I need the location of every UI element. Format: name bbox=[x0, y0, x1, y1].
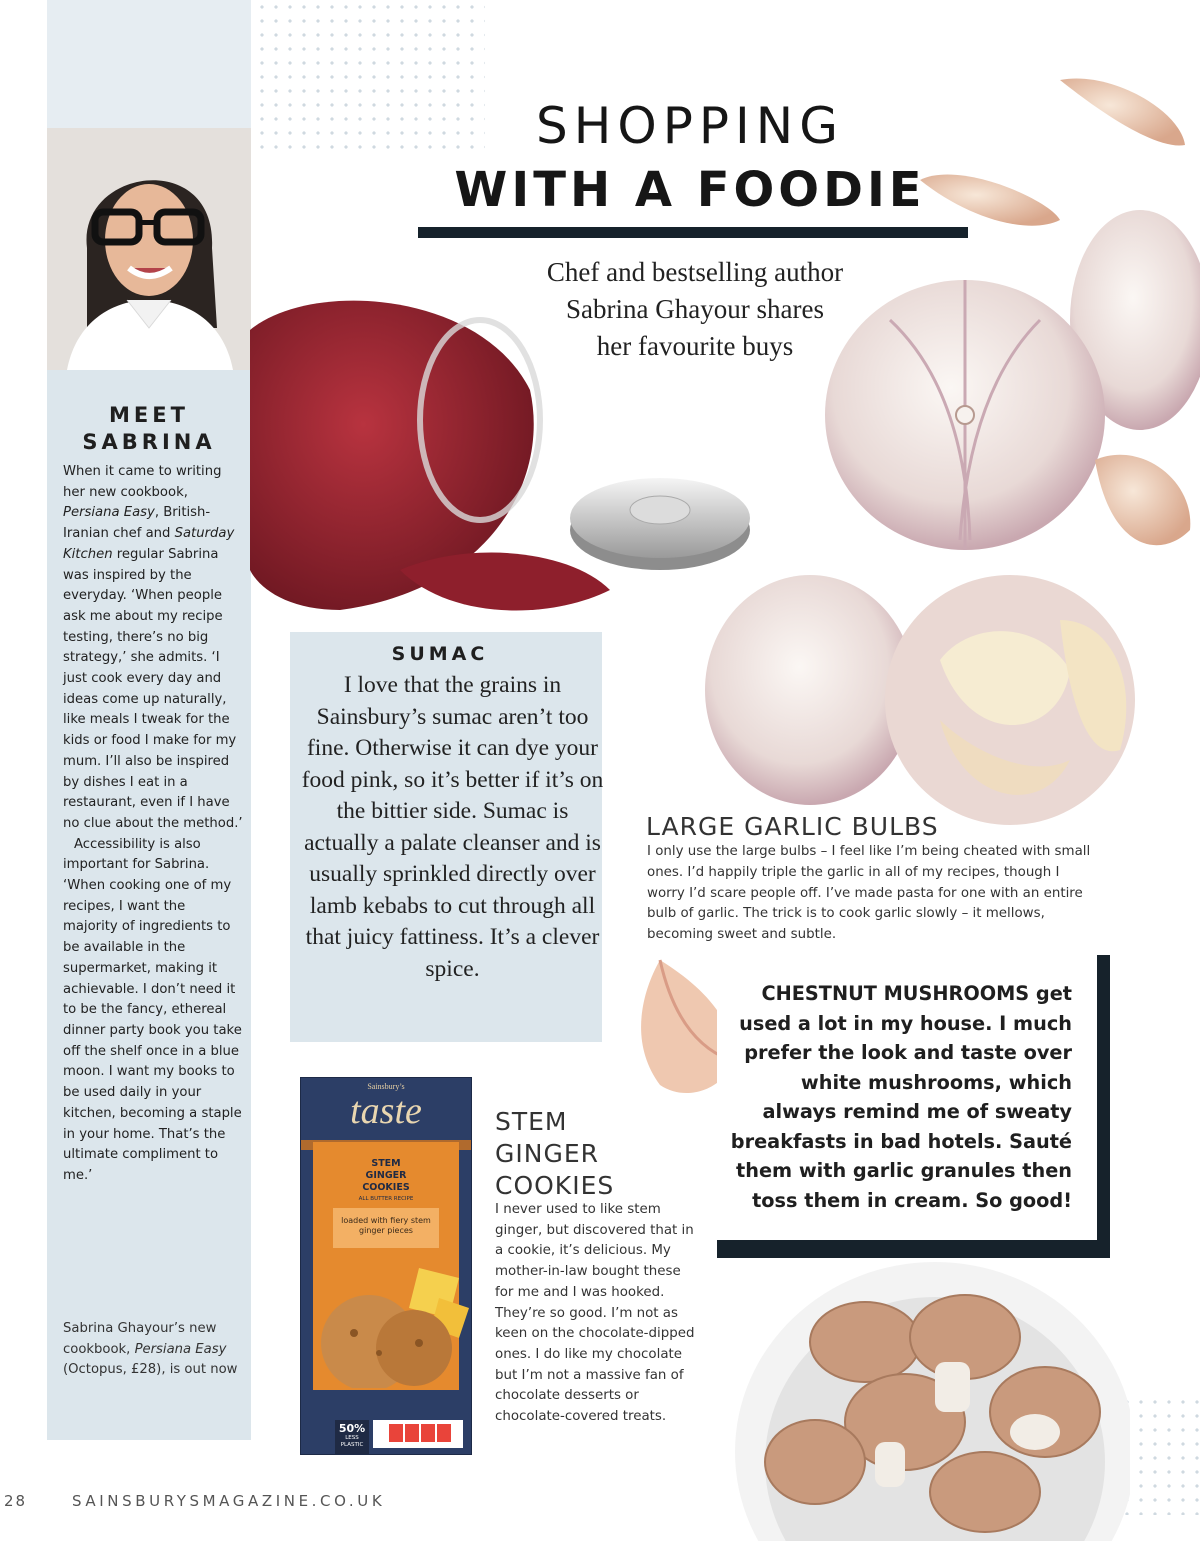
subtitle-line-3: her favourite buys bbox=[596, 331, 794, 361]
subtitle-line-1: Chef and bestselling author bbox=[546, 257, 844, 287]
sumac-jar-illustration bbox=[250, 290, 770, 630]
pack-title-line-3: COOKIES bbox=[362, 1182, 410, 1193]
badge-caption: LESS PLASTIC bbox=[340, 1435, 364, 1448]
jar-lid bbox=[570, 478, 750, 570]
pack-subtitle: ALL BUTTER RECIPE bbox=[358, 1196, 414, 1202]
mushroom-bowl-illustration bbox=[735, 1262, 1130, 1541]
page-title-line-2: WITH A FOODIE bbox=[454, 162, 926, 218]
pack-brand: Sainsbury’s bbox=[367, 1082, 405, 1091]
cookies-heading-line-3: COOKIES bbox=[495, 1171, 615, 1200]
sidebar-bio bbox=[63, 462, 243, 1187]
site-url[interactable]: SAINSBURYSMAGAZINE.CO.UK bbox=[72, 1492, 386, 1510]
garlic-text: I only use the large bulbs – I feel like I’m being cheated with small ones. I’d happily triple the garlic in all of my recipes, though I worry I’d scare people off. I’ve made pasta for one with an entire bulb of garlic. The trick is to cook garlic slowly – it mellows, becoming sweet and subtle. bbox=[647, 844, 1091, 943]
pack-label: loaded with fiery stem ginger pieces bbox=[333, 1208, 439, 1248]
garlic-clove-top bbox=[1060, 78, 1185, 145]
caption-text: Sabrina Ghayour’s new cookbook, bbox=[63, 1321, 217, 1357]
cookies-text: I never used to like stem ginger, but discovered that in a cookie, it’s delicious. My mother-in-law bought these for me and I was hooked. They’re so good. I’m not as keen on the chocolate-dipped ones. I do like my chocolate but I’m not a massive fan of chocolate desserts or chocolate-covered treats. bbox=[495, 1202, 695, 1425]
bio-paragraph-2: Accessibility is also important for Sabrina. ‘When cooking one of my recipes, I want the majority of ingredients to be available in the supermarket, making it achievable. I don’t need it to be the fancy, ethereal dinner party book you take off the shelf once in a blue moon. I want my books to be used daily in your kitchen, becoming a staple in your home. That’s the ultimate compliment to me.’ bbox=[63, 836, 242, 1183]
dot-pattern-bottom bbox=[1120, 1395, 1200, 1515]
cookies-heading bbox=[495, 1106, 695, 1202]
pack-title bbox=[313, 1158, 459, 1194]
spilled-sumac bbox=[400, 553, 610, 611]
pack-plastic-badge bbox=[335, 1420, 369, 1454]
bio-text: , British-Iranian chef and bbox=[63, 505, 211, 542]
bio-text: When it came to writing her new cookbook, bbox=[63, 464, 222, 500]
sidebar-heading bbox=[47, 402, 251, 456]
badge-value: 50% bbox=[338, 1422, 366, 1435]
sumac-text: I love that the grains in Sainsbury’s sumac aren’t too fine. Otherwise it can dye your food pink, so it’s better if it’s on the bittier side. Sumac is actually a palate cleanser and is usually sprinkled directly over lamb kebabs to cut through all that juicy fattiness. It’s a clever spice. bbox=[301, 672, 604, 982]
cookies-heading-line-2: GINGER bbox=[495, 1139, 599, 1168]
garlic-clove-right bbox=[1095, 455, 1190, 545]
title-underline bbox=[418, 227, 968, 238]
portrait-illustration bbox=[47, 128, 251, 370]
garlic-bulb-open bbox=[885, 575, 1135, 825]
sidebar-heading-line-2: SABRINA bbox=[82, 430, 216, 454]
sumac-heading: SUMAC bbox=[391, 643, 489, 665]
pack-title-line-1: STEM bbox=[371, 1158, 401, 1169]
bio-text: regular Sabrina was inspired by the everyday. ‘When people ask me about my recipe testing, there’s no big strategy,’ she admits. ‘I just cook every day and ideas come up naturally, like meals I tweak for the kids or food I make for my mum. I’ll also be inspired by dishes I eat in a restaurant, even if I have no clue about the method.’ bbox=[63, 546, 243, 831]
caption-text: (Octopus, £28), is out now bbox=[63, 1362, 238, 1378]
page-number: 28 bbox=[4, 1492, 28, 1510]
caption-book-title: Persiana Easy bbox=[134, 1341, 227, 1357]
garlic-heading: LARGE GARLIC BULBS bbox=[646, 812, 939, 841]
bio-show-title: Saturday Kitchen bbox=[63, 526, 235, 562]
subtitle-line-2: Sabrina Ghayour shares bbox=[566, 294, 824, 324]
bio-book-title: Persiana Easy bbox=[63, 505, 155, 521]
pack-logo: taste bbox=[350, 1090, 422, 1132]
sidebar-top-block bbox=[47, 0, 251, 128]
portrait-photo bbox=[47, 128, 251, 370]
cookies-heading-line-1: STEM bbox=[495, 1107, 568, 1136]
book-caption bbox=[63, 1319, 243, 1381]
cookie-image bbox=[309, 1258, 469, 1388]
cookie-pack bbox=[300, 1077, 472, 1455]
sidebar-heading-line-1: MEET bbox=[109, 403, 189, 427]
bio-paragraph-1 bbox=[63, 462, 243, 835]
pack-nutrition-table bbox=[373, 1420, 463, 1448]
chestnut-text: CHESTNUT MUSHROOMS get used a lot in my house. I much prefer the look and taste over white mushrooms, which always remind me of sweaty breakfasts in bad hotels. Sauté them with garlic granules then toss them in cream. So good! bbox=[730, 982, 1072, 1212]
page-title-line-1: SHOPPING bbox=[536, 97, 844, 155]
pack-title-line-2: GINGER bbox=[365, 1170, 407, 1181]
